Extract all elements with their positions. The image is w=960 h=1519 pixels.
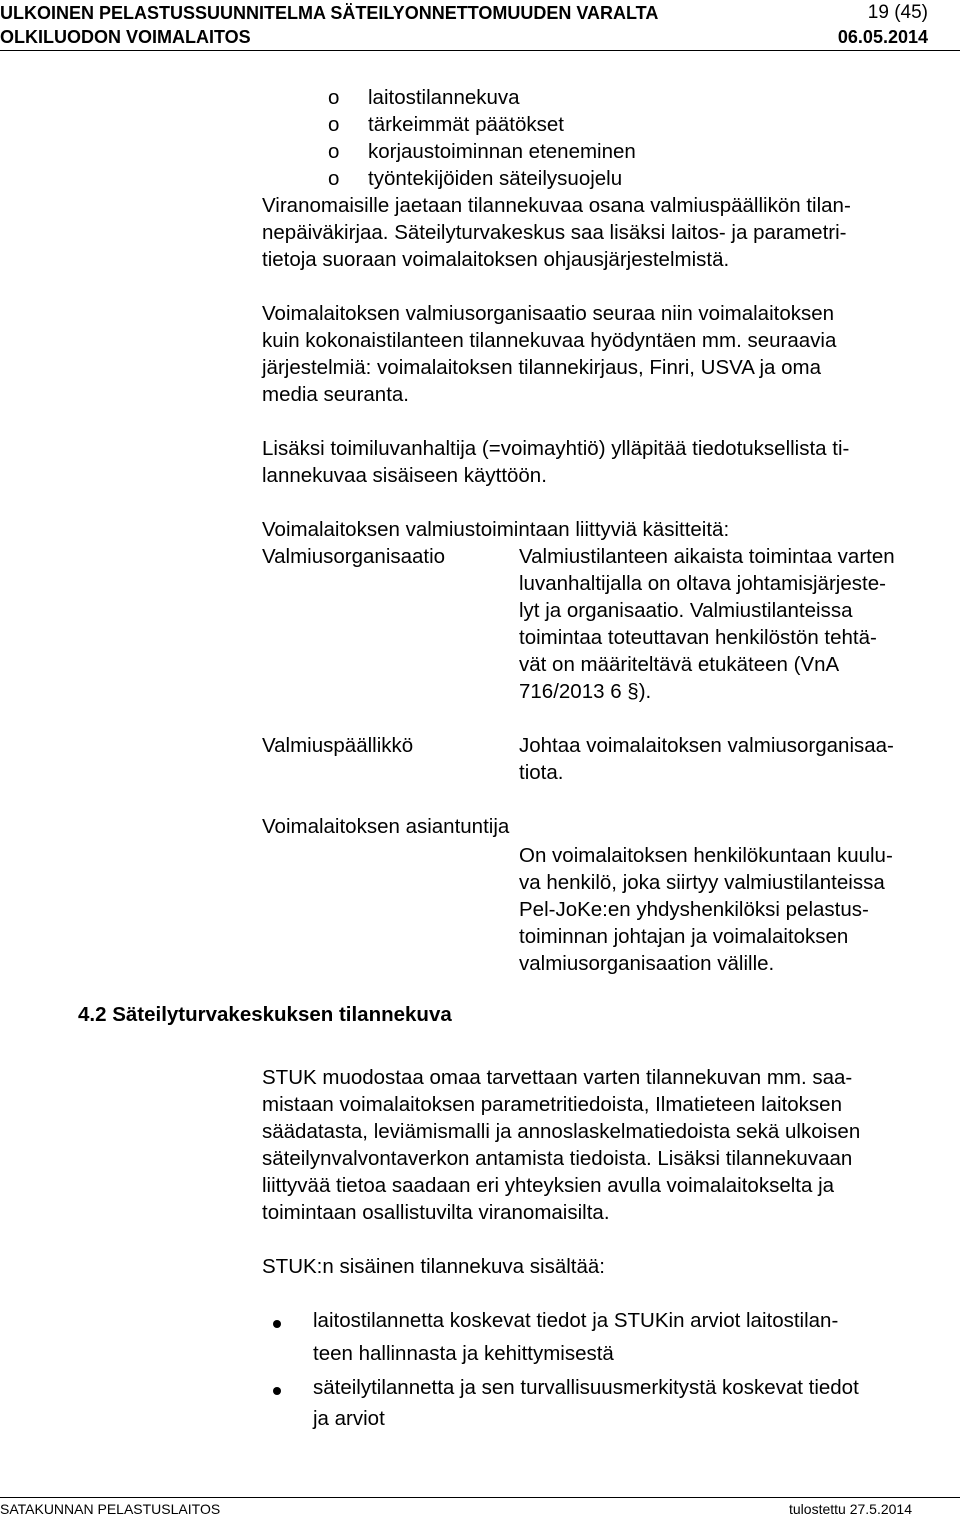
term-definition-line: Valmiustilanteen aikaista toimintaa varten — [519, 545, 895, 568]
header-rule — [0, 50, 960, 51]
term-definition-line: vät on määriteltävä etukäteen (VnA — [519, 653, 840, 676]
term-definition-line: tiota. — [519, 761, 564, 784]
term-definition-line: 716/2013 6 §). — [519, 680, 652, 703]
term-definition-line: lyt ja organisaatio. Valmiustilanteissa — [519, 599, 853, 622]
header-title: ULKOINEN PELASTUSSUUNNITELMA SÄTEILYONNETTOMUUDEN VARALTA — [0, 3, 659, 23]
text-line: Voimalaitoksen valmiusorganisaatio seuraa niin voimalaitoksen — [262, 302, 835, 325]
term-definition-line: On voimalaitoksen henkilökuntaan kuulu- — [519, 844, 893, 867]
footer-right: tulostettu 27.5.2014 — [789, 1501, 912, 1517]
bullet-marker: o — [328, 113, 340, 136]
text-line: liittyvää tietoa saadaan eri yhteyksien avulla voimalaitokselta ja — [262, 1174, 835, 1197]
term-definition-line: Johtaa voimalaitoksen valmiusorganisaa- — [519, 734, 894, 757]
header-date: 06.05.2014 — [837, 27, 928, 47]
list-item: tärkeimmät päätökset — [368, 113, 564, 136]
list-item-line: säteilytilannetta ja sen turvallisuusmerkitystä koskevat tiedot — [313, 1376, 859, 1399]
text-line: säteilynvalvontaverkon antamista tiedoista. Lisäksi tilannekuvaan — [262, 1147, 853, 1170]
header-subtitle: OLKILUODON VOIMALAITOS — [0, 27, 251, 47]
text-line: nepäiväkirjaa. Säteilyturvakeskus saa lisäksi laitos- ja parametri- — [262, 221, 847, 244]
text-line: säädatasta, leviämismalli ja annoslaskelmatiedoista sekä ulkoisen — [262, 1120, 861, 1143]
text-line: kuin kokonaistilanteen tilannekuvaa hyödyntäen mm. seuraavia — [262, 329, 837, 352]
bullet-marker: o — [328, 86, 340, 109]
section-heading: 4.2 Säteilyturvakeskuksen tilannekuva — [78, 1003, 452, 1026]
text-line: mistaan voimalaitoksen parametritiedoista, Ilmatieteen laitoksen — [262, 1093, 842, 1116]
list-item: korjaustoiminnan eteneminen — [368, 140, 636, 163]
text-line: STUK muodostaa omaa tarvettaan varten tilannekuvan mm. saa- — [262, 1066, 853, 1089]
term-label: Voimalaitoksen asiantuntija — [262, 815, 510, 838]
term-definition-line: Pel-JoKe:en yhdyshenkilöksi pelastus- — [519, 898, 869, 921]
terms-intro: Voimalaitoksen valmiustoimintaan liittyviä käsitteitä: — [262, 518, 730, 541]
list-item-line: laitostilannetta koskevat tiedot ja STUKin arviot laitostilan- — [313, 1309, 839, 1332]
text-line: Lisäksi toimiluvanhaltija (=voimayhtiö) ylläpitää tiedotuksellista ti- — [262, 437, 850, 460]
term-definition-line: valmiusorganisaation välille. — [519, 952, 775, 975]
term-definition-line: toiminnan johtajan ja voimalaitoksen — [519, 925, 849, 948]
text-line: toimintaan osallistuvilta viranomaisilta. — [262, 1201, 610, 1224]
term-label: Valmiusorganisaatio — [262, 545, 446, 568]
text-line: lannekuvaa sisäiseen käyttöön. — [262, 464, 547, 487]
bullet-dot-icon — [273, 1387, 281, 1395]
list-item-line: teen hallinnasta ja kehittymisestä — [313, 1342, 614, 1365]
list-item-line: ja arviot — [313, 1407, 385, 1430]
list-item: laitostilannekuva — [368, 86, 520, 109]
term-definition-line: va henkilö, joka siirtyy valmiustilanteissa — [519, 871, 885, 894]
footer-rule — [0, 1497, 960, 1498]
bullet-marker: o — [328, 140, 340, 163]
term-label: Valmiuspäällikkö — [262, 734, 414, 757]
bullet-marker: o — [328, 167, 340, 190]
term-definition-line: luvanhaltijalla on oltava johtamisjärjeste- — [519, 572, 886, 595]
text-line: media seuranta. — [262, 383, 410, 406]
list-intro: STUK:n sisäinen tilannekuva sisältää: — [262, 1255, 605, 1278]
text-line: Viranomaisille jaetaan tilannekuvaa osana valmiuspäällikön tilan- — [262, 194, 851, 217]
bullet-dot-icon — [273, 1320, 281, 1328]
page-number: 19 (45) — [867, 2, 928, 23]
term-definition-line: toimintaa toteuttavan henkilöstön tehtä- — [519, 626, 877, 649]
footer-left: SATAKUNNAN PELASTUSLAITOS — [0, 1501, 221, 1517]
text-line: tietoja suoraan voimalaitoksen ohjausjärjestelmistä. — [262, 248, 730, 271]
text-line: järjestelmiä: voimalaitoksen tilannekirjaus, Finri, USVA ja oma — [262, 356, 822, 379]
list-item: työntekijöiden säteilysuojelu — [368, 167, 623, 190]
